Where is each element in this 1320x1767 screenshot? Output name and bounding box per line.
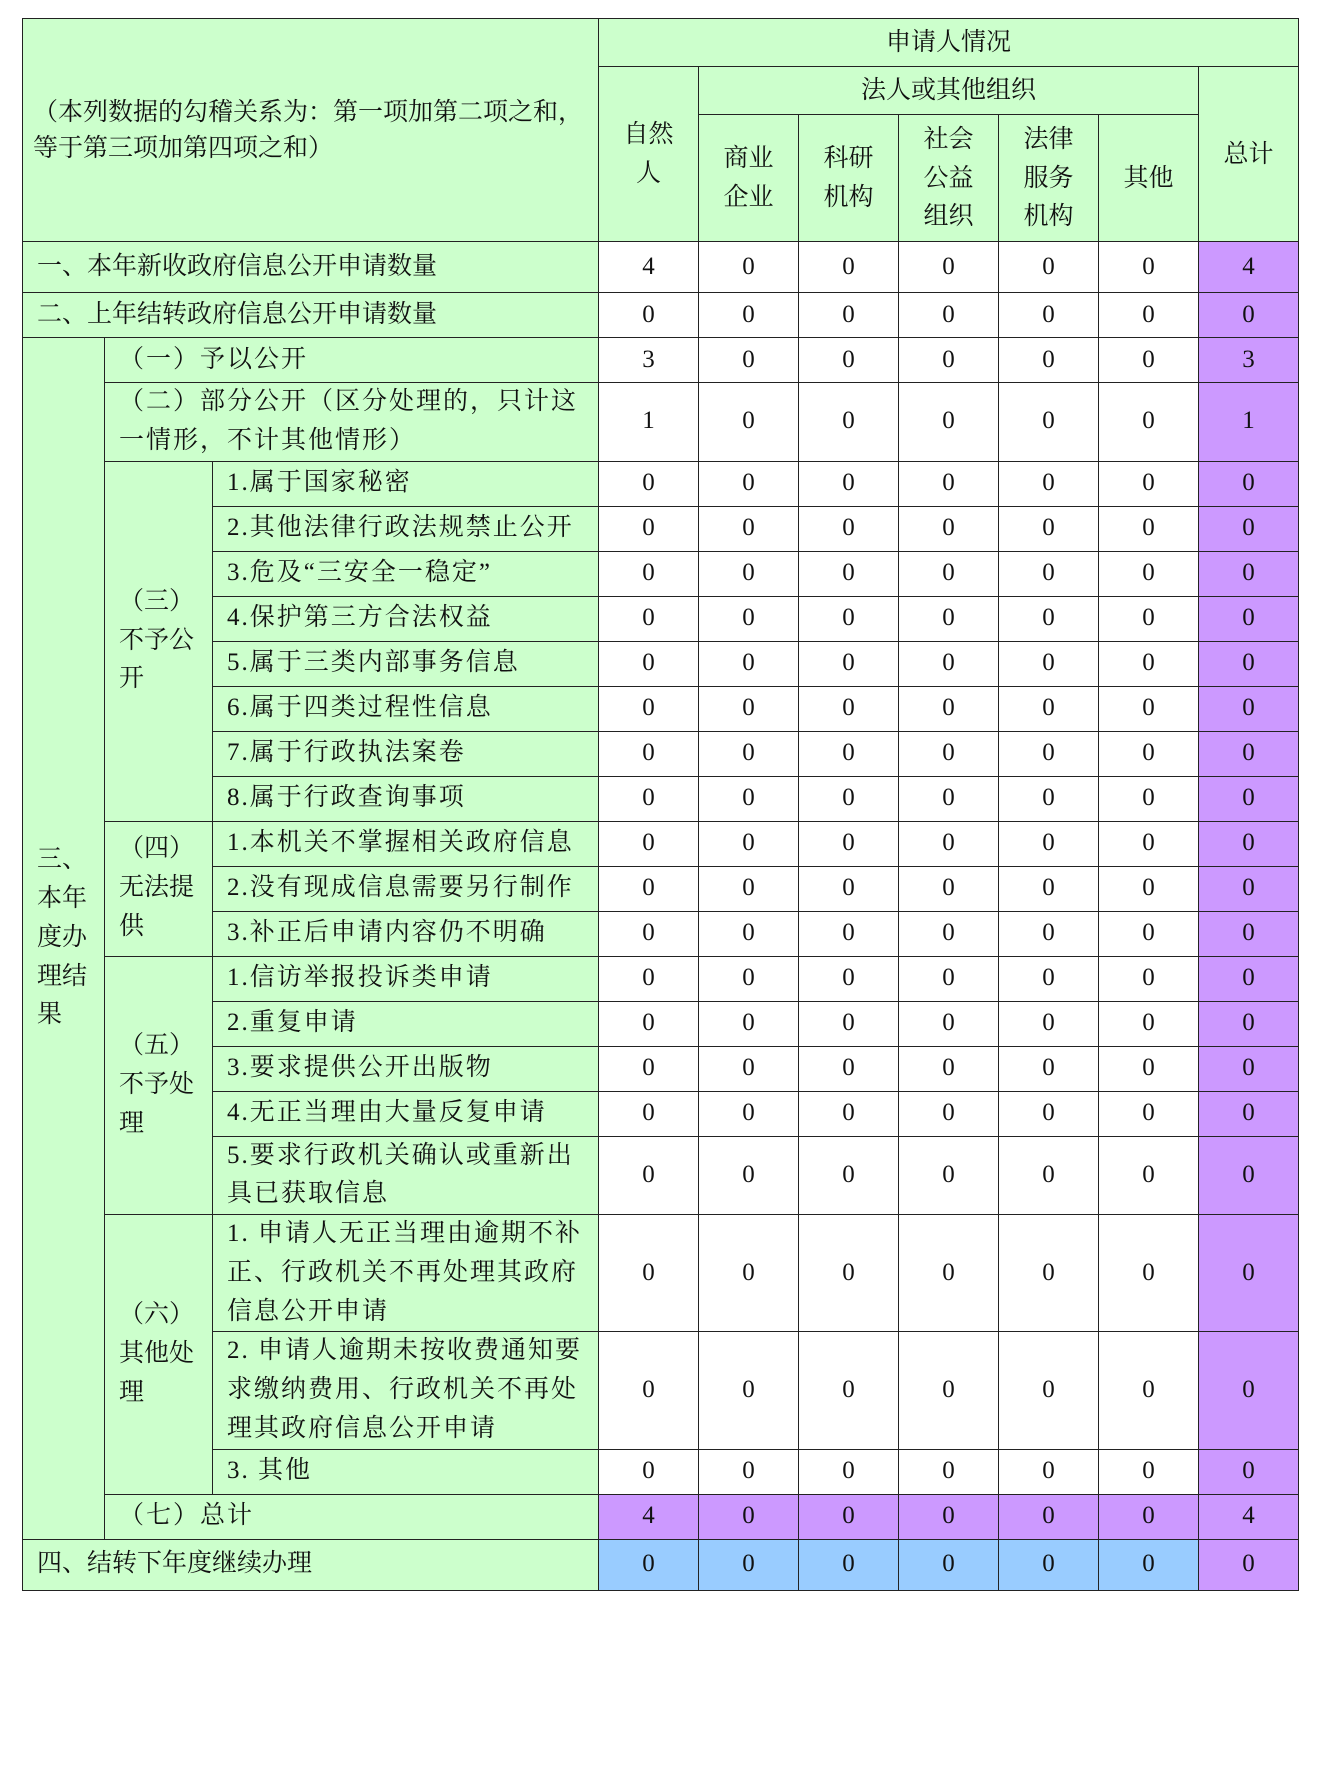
value-cell: 0	[699, 242, 799, 293]
value-cell: 0	[699, 551, 799, 596]
total-cell: 1	[1199, 383, 1299, 462]
value-cell: 0	[799, 551, 899, 596]
row-label: 3. 其他	[213, 1449, 599, 1494]
value-cell: 0	[699, 461, 799, 506]
value-cell: 0	[599, 551, 699, 596]
total-cell: 0	[1199, 776, 1299, 821]
total-cell: 4	[1199, 242, 1299, 293]
table-row	[23, 383, 1299, 462]
group-other-processing: （六） 其他处 理	[105, 1215, 213, 1495]
table-row	[23, 1046, 1299, 1091]
value-cell: 0	[599, 1001, 699, 1046]
table-row	[23, 461, 1299, 506]
value-cell: 0	[699, 1494, 799, 1539]
total-cell: 0	[1199, 1215, 1299, 1332]
value-cell: 0	[899, 1449, 999, 1494]
total-cell: 0	[1199, 641, 1299, 686]
value-cell: 0	[599, 776, 699, 821]
value-cell: 0	[999, 461, 1099, 506]
row-label: 8.属于行政查询事项	[213, 776, 599, 821]
value-cell: 0	[699, 1091, 799, 1136]
value-cell: 0	[899, 731, 999, 776]
value-cell: 0	[599, 1091, 699, 1136]
value-cell: 0	[899, 1001, 999, 1046]
row-label: 1.属于国家秘密	[213, 461, 599, 506]
row-label: 7.属于行政执法案卷	[213, 731, 599, 776]
value-cell: 0	[1099, 1136, 1199, 1215]
total-cell: 0	[1199, 911, 1299, 956]
table-row	[23, 821, 1299, 866]
value-cell: 0	[799, 866, 899, 911]
value-cell: 0	[899, 461, 999, 506]
value-cell: 0	[999, 956, 1099, 1001]
value-cell: 0	[699, 596, 799, 641]
value-cell: 0	[1099, 1539, 1199, 1590]
value-cell: 0	[1099, 731, 1199, 776]
total-cell: 0	[1199, 956, 1299, 1001]
header-legal-or-other-org: 法人或其他组织	[699, 67, 1199, 115]
value-cell: 0	[1099, 1001, 1199, 1046]
total-cell: 0	[1199, 686, 1299, 731]
value-cell: 0	[799, 641, 899, 686]
total-cell: 0	[1199, 1001, 1299, 1046]
row-label: 1.本机关不掌握相关政府信息	[213, 821, 599, 866]
value-cell: 0	[999, 1215, 1099, 1332]
table-row	[23, 686, 1299, 731]
value-cell: 0	[699, 911, 799, 956]
total-cell: 0	[1199, 596, 1299, 641]
value-cell: 0	[599, 911, 699, 956]
table-row	[23, 1449, 1299, 1494]
value-cell: 0	[899, 1091, 999, 1136]
value-cell: 0	[999, 821, 1099, 866]
row-label: 1. 申请人无正当理由逾期不补 正、行政机关不再处理其政府 信息公开申请	[213, 1215, 599, 1332]
value-cell: 0	[599, 1539, 699, 1590]
table-row	[23, 1332, 1299, 1449]
value-cell: 0	[899, 338, 999, 383]
value-cell: 0	[999, 338, 1099, 383]
value-cell: 0	[799, 1046, 899, 1091]
row-label: 5.要求行政机关确认或重新出 具已获取信息	[213, 1136, 599, 1215]
value-cell: 0	[999, 1001, 1099, 1046]
value-cell: 0	[699, 383, 799, 462]
value-cell: 0	[799, 506, 899, 551]
value-cell: 0	[1099, 911, 1199, 956]
value-cell: 0	[999, 866, 1099, 911]
value-cell: 0	[999, 596, 1099, 641]
value-cell: 0	[1099, 506, 1199, 551]
disclosure-table-wrapper	[22, 18, 1299, 1591]
value-cell: 0	[699, 821, 799, 866]
value-cell: 0	[699, 1046, 799, 1091]
table-row	[23, 866, 1299, 911]
value-cell: 4	[599, 242, 699, 293]
value-cell: 0	[799, 338, 899, 383]
value-cell: 0	[999, 1449, 1099, 1494]
value-cell: 0	[799, 293, 899, 338]
value-cell: 0	[599, 1449, 699, 1494]
government-info-disclosure-table	[22, 18, 1299, 1591]
group-not-disclosed: （三） 不予公 开	[105, 461, 213, 821]
value-cell: 0	[799, 686, 899, 731]
value-cell: 0	[899, 1539, 999, 1590]
header-legal-service-org: 法律 服务 机构	[999, 115, 1099, 242]
value-cell: 0	[899, 866, 999, 911]
total-cell: 0	[1199, 1332, 1299, 1449]
value-cell: 0	[1099, 1449, 1199, 1494]
value-cell: 0	[599, 506, 699, 551]
total-cell: 0	[1199, 551, 1299, 596]
value-cell: 0	[599, 641, 699, 686]
table-row	[23, 956, 1299, 1001]
value-cell: 0	[1099, 641, 1199, 686]
value-cell: 0	[1099, 956, 1199, 1001]
value-cell: 0	[599, 956, 699, 1001]
value-cell: 0	[599, 293, 699, 338]
value-cell: 0	[999, 551, 1099, 596]
value-cell: 0	[599, 1046, 699, 1091]
value-cell: 0	[899, 1046, 999, 1091]
value-cell: 0	[1099, 1332, 1199, 1449]
table-row	[23, 1001, 1299, 1046]
value-cell: 0	[699, 1539, 799, 1590]
value-cell: 0	[1099, 1215, 1199, 1332]
value-cell: 0	[699, 506, 799, 551]
row-label: （七）总计	[105, 1494, 599, 1539]
row-label: 2.重复申请	[213, 1001, 599, 1046]
row-label: 2. 申请人逾期未按收费通知要 求缴纳费用、行政机关不再处 理其政府信息公开申请	[213, 1332, 599, 1449]
group-not-processed: （五） 不予处 理	[105, 956, 213, 1215]
header-note: （本列数据的勾稽关系为：第一项加第二项之和，等于第三项加第四项之和）	[23, 19, 599, 242]
value-cell: 0	[699, 1449, 799, 1494]
table-row	[23, 776, 1299, 821]
row-label: 一、本年新收政府信息公开申请数量	[23, 242, 599, 293]
total-cell: 0	[1199, 821, 1299, 866]
header-natural-person: 自然 人	[599, 67, 699, 242]
total-cell: 0	[1199, 731, 1299, 776]
table-row	[23, 911, 1299, 956]
value-cell: 0	[1099, 338, 1199, 383]
row-label: 6.属于四类过程性信息	[213, 686, 599, 731]
value-cell: 0	[699, 1215, 799, 1332]
value-cell: 0	[1099, 293, 1199, 338]
value-cell: 0	[999, 1136, 1099, 1215]
row-label: 3.要求提供公开出版物	[213, 1046, 599, 1091]
value-cell: 0	[1099, 866, 1199, 911]
value-cell: 0	[999, 383, 1099, 462]
value-cell: 0	[899, 1215, 999, 1332]
value-cell: 0	[999, 731, 1099, 776]
value-cell: 0	[899, 956, 999, 1001]
value-cell: 0	[799, 1136, 899, 1215]
total-cell: 0	[1199, 293, 1299, 338]
value-cell: 0	[799, 1494, 899, 1539]
value-cell: 0	[599, 731, 699, 776]
value-cell: 0	[999, 506, 1099, 551]
total-cell: 0	[1199, 1091, 1299, 1136]
value-cell: 0	[599, 1215, 699, 1332]
value-cell: 0	[599, 866, 699, 911]
value-cell: 0	[1099, 1091, 1199, 1136]
table-row	[23, 731, 1299, 776]
value-cell: 0	[999, 1494, 1099, 1539]
table-row	[23, 293, 1299, 338]
table-row	[23, 1494, 1299, 1539]
section-three-label: 三、 本年 度办 理结 果	[23, 338, 105, 1540]
value-cell: 0	[899, 506, 999, 551]
header-applicant-situation: 申请人情况	[599, 19, 1299, 67]
row-label: （二）部分公开（区分处理的，只计这 一情形，不计其他情形）	[105, 383, 599, 462]
value-cell: 0	[899, 293, 999, 338]
value-cell: 0	[999, 242, 1099, 293]
value-cell: 0	[999, 1046, 1099, 1091]
value-cell: 0	[899, 641, 999, 686]
value-cell: 0	[599, 821, 699, 866]
value-cell: 0	[899, 776, 999, 821]
value-cell: 0	[599, 461, 699, 506]
value-cell: 0	[699, 776, 799, 821]
value-cell: 0	[799, 821, 899, 866]
table-row	[23, 1136, 1299, 1215]
value-cell: 0	[799, 1539, 899, 1590]
value-cell: 0	[699, 338, 799, 383]
group-unable-provide: （四） 无法提 供	[105, 821, 213, 956]
row-label: 3.补正后申请内容仍不明确	[213, 911, 599, 956]
value-cell: 0	[699, 1332, 799, 1449]
value-cell: 4	[599, 1494, 699, 1539]
value-cell: 1	[599, 383, 699, 462]
value-cell: 0	[999, 911, 1099, 956]
value-cell: 0	[799, 911, 899, 956]
table-row	[23, 1091, 1299, 1136]
value-cell: 0	[699, 866, 799, 911]
header-other: 其他	[1099, 115, 1199, 242]
value-cell: 0	[799, 461, 899, 506]
value-cell: 0	[799, 1449, 899, 1494]
row-label: 四、结转下年度继续办理	[23, 1539, 599, 1590]
value-cell: 0	[999, 641, 1099, 686]
value-cell: 0	[1099, 821, 1199, 866]
table-row	[23, 506, 1299, 551]
value-cell: 0	[899, 551, 999, 596]
value-cell: 0	[699, 641, 799, 686]
table-row	[23, 1215, 1299, 1332]
value-cell: 0	[599, 596, 699, 641]
value-cell: 0	[799, 242, 899, 293]
value-cell: 0	[899, 1494, 999, 1539]
total-cell: 0	[1199, 1449, 1299, 1494]
header-commercial-enterprise: 商业 企业	[699, 115, 799, 242]
value-cell: 0	[999, 686, 1099, 731]
value-cell: 0	[899, 596, 999, 641]
value-cell: 0	[899, 383, 999, 462]
row-label: 2.其他法律行政法规禁止公开	[213, 506, 599, 551]
header-total: 总计	[1199, 67, 1299, 242]
value-cell: 3	[599, 338, 699, 383]
value-cell: 0	[1099, 596, 1199, 641]
value-cell: 0	[799, 731, 899, 776]
value-cell: 0	[1099, 686, 1199, 731]
row-label: 5.属于三类内部事务信息	[213, 641, 599, 686]
value-cell: 0	[1099, 1494, 1199, 1539]
value-cell: 0	[999, 1091, 1099, 1136]
header-research-institution: 科研 机构	[799, 115, 899, 242]
value-cell: 0	[699, 956, 799, 1001]
row-label: 4.保护第三方合法权益	[213, 596, 599, 641]
value-cell: 0	[999, 1539, 1099, 1590]
total-cell: 3	[1199, 338, 1299, 383]
value-cell: 0	[799, 1091, 899, 1136]
value-cell: 0	[899, 242, 999, 293]
value-cell: 0	[899, 1136, 999, 1215]
value-cell: 0	[899, 686, 999, 731]
value-cell: 0	[999, 293, 1099, 338]
value-cell: 0	[1099, 383, 1199, 462]
value-cell: 0	[799, 1215, 899, 1332]
table-row	[23, 551, 1299, 596]
value-cell: 0	[799, 1332, 899, 1449]
row-label: （一）予以公开	[105, 338, 599, 383]
value-cell: 0	[1099, 776, 1199, 821]
value-cell: 0	[599, 1332, 699, 1449]
table-row	[23, 338, 1299, 383]
value-cell: 0	[1099, 551, 1199, 596]
table-row	[23, 242, 1299, 293]
value-cell: 0	[899, 911, 999, 956]
table-row	[23, 596, 1299, 641]
value-cell: 0	[699, 293, 799, 338]
row-label: 1.信访举报投诉类申请	[213, 956, 599, 1001]
header-social-welfare-org: 社会 公益 组织	[899, 115, 999, 242]
total-cell: 0	[1199, 1136, 1299, 1215]
row-label: 二、上年结转政府信息公开申请数量	[23, 293, 599, 338]
value-cell: 0	[899, 1332, 999, 1449]
table-row	[23, 1539, 1299, 1590]
row-label: 4.无正当理由大量反复申请	[213, 1091, 599, 1136]
value-cell: 0	[599, 686, 699, 731]
total-cell: 4	[1199, 1494, 1299, 1539]
total-cell: 0	[1199, 506, 1299, 551]
value-cell: 0	[799, 1001, 899, 1046]
value-cell: 0	[699, 1136, 799, 1215]
value-cell: 0	[999, 776, 1099, 821]
value-cell: 0	[799, 956, 899, 1001]
total-cell: 0	[1199, 866, 1299, 911]
value-cell: 0	[699, 1001, 799, 1046]
value-cell: 0	[699, 731, 799, 776]
total-cell: 0	[1199, 1539, 1299, 1590]
row-label: 3.危及“三安全一稳定”	[213, 551, 599, 596]
value-cell: 0	[599, 1136, 699, 1215]
value-cell: 0	[1099, 242, 1199, 293]
value-cell: 0	[799, 776, 899, 821]
total-cell: 0	[1199, 1046, 1299, 1091]
value-cell: 0	[899, 821, 999, 866]
total-cell: 0	[1199, 461, 1299, 506]
value-cell: 0	[1099, 1046, 1199, 1091]
value-cell: 0	[999, 1332, 1099, 1449]
table-row	[23, 641, 1299, 686]
value-cell: 0	[699, 686, 799, 731]
value-cell: 0	[799, 383, 899, 462]
row-label: 2.没有现成信息需要另行制作	[213, 866, 599, 911]
value-cell: 0	[799, 596, 899, 641]
value-cell: 0	[1099, 461, 1199, 506]
